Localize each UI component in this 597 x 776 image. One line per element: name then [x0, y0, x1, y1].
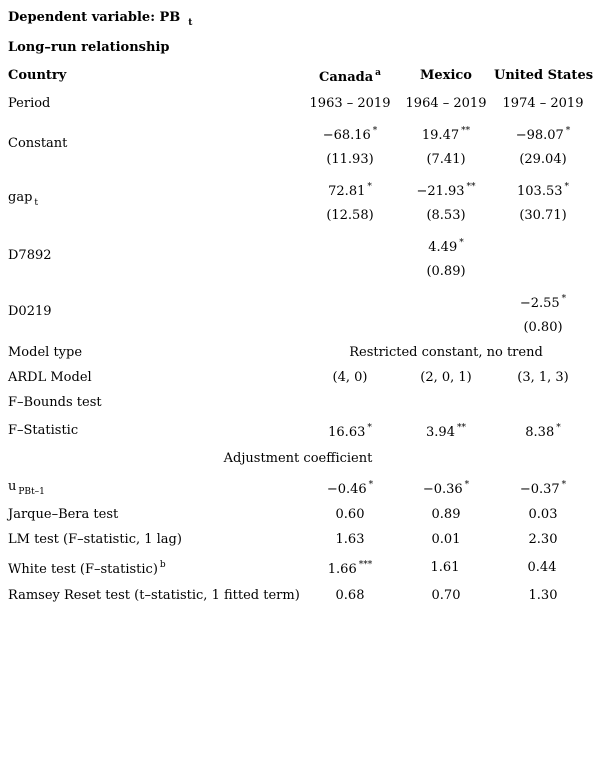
- cell-fstat-us: 8.38 *: [525, 423, 561, 440]
- country-header: Country: [8, 68, 67, 83]
- row-label-ramsey: Ramsey Reset test (t–statistic, 1 fitted term): [8, 588, 300, 603]
- row-label-fbounds: F–Bounds test: [8, 395, 102, 410]
- row-label-ardl: ARDL Model: [8, 370, 92, 385]
- cell-u-canada: −0.46 *: [326, 480, 374, 497]
- cell-constant-se-us: (29.04): [519, 152, 567, 167]
- cell-period-canada: 1963 – 2019: [309, 96, 391, 111]
- cell-lm-us: 2.30: [528, 532, 558, 547]
- dependent-variable-title: Dependent variable: PB $_t$: [8, 10, 193, 28]
- cell-ardl-canada: (4, 0): [332, 370, 368, 385]
- cell-gap-se-mexico: (8.53): [426, 208, 466, 223]
- cell-lm-canada: 1.63: [335, 532, 365, 547]
- cell-d7892-mexico: 4.49 *: [428, 238, 464, 255]
- cell-model-type: Restricted constant, no trend: [349, 345, 543, 360]
- cell-constant-us: −98.07 *: [515, 126, 571, 143]
- row-label-jarque-bera: Jarque–Bera test: [8, 507, 119, 522]
- cell-fstat-mexico: 3.94 **: [426, 423, 466, 440]
- country-canada: Canada $^a$: [318, 68, 381, 85]
- cell-ramsey-mexico: 0.70: [431, 588, 461, 603]
- cell-gap-se-canada: (12.58): [326, 208, 374, 223]
- row-label-period: Period: [8, 96, 51, 111]
- cell-lm-mexico: 0.01: [431, 532, 461, 547]
- cell-d0219-us: −2.55 *: [519, 294, 567, 311]
- cell-jb-canada: 0.60: [335, 507, 365, 522]
- country-united-states: United States: [494, 68, 594, 83]
- cell-jb-us: 0.03: [528, 507, 558, 522]
- row-label-fstat: F–Statistic: [8, 423, 79, 438]
- cell-ardl-mexico: (2, 0, 1): [420, 370, 472, 385]
- row-label-model-type: Model type: [8, 345, 83, 360]
- cell-constant-mexico: 19.47 **: [421, 126, 471, 143]
- section-title: Long–run relationship: [8, 40, 170, 55]
- cell-period-us: 1974 – 2019: [502, 96, 584, 111]
- row-label-d7892: D7892: [8, 248, 52, 263]
- country-mexico: Mexico: [420, 68, 472, 83]
- cell-constant-se-canada: (11.93): [326, 152, 374, 167]
- adjustment-coefficient-heading: Adjustment coefficient: [223, 451, 373, 466]
- cell-u-mexico: −0.36 *: [422, 480, 470, 497]
- row-label-u: u $_{PBt-1}$: [8, 479, 45, 497]
- cell-jb-mexico: 0.89: [431, 507, 461, 522]
- row-label-d0219: D0219: [8, 304, 52, 319]
- cell-gap-mexico: −21.93 **: [416, 182, 476, 199]
- cell-white-canada: 1.66 ***: [327, 560, 373, 577]
- cell-white-mexico: 1.61: [430, 560, 460, 575]
- cell-gap-us: 103.53 *: [517, 182, 569, 199]
- row-label-constant: Constant: [8, 136, 68, 151]
- cell-period-mexico: 1964 – 2019: [405, 96, 487, 111]
- cell-gap-se-us: (30.71): [519, 208, 567, 223]
- cell-d7892-se-mexico: (0.89): [426, 264, 466, 279]
- row-label-gap: gap $_t$: [8, 190, 39, 208]
- row-label-white: White test (F–statistic) $^b$: [8, 560, 166, 577]
- cell-gap-canada: 72.81 *: [328, 182, 372, 199]
- cell-constant-canada: −68.16 *: [322, 126, 378, 143]
- cell-u-us: −0.37 *: [519, 480, 567, 497]
- cell-fstat-canada: 16.63 *: [328, 423, 372, 440]
- cell-ardl-us: (3, 1, 3): [517, 370, 569, 385]
- cell-ramsey-canada: 0.68: [335, 588, 365, 603]
- cell-white-us: 0.44: [527, 560, 557, 575]
- cell-d0219-se-us: (0.80): [523, 320, 563, 335]
- row-label-lm: LM test (F–statistic, 1 lag): [8, 532, 182, 547]
- cell-constant-se-mexico: (7.41): [426, 152, 466, 167]
- cell-ramsey-us: 1.30: [528, 588, 558, 603]
